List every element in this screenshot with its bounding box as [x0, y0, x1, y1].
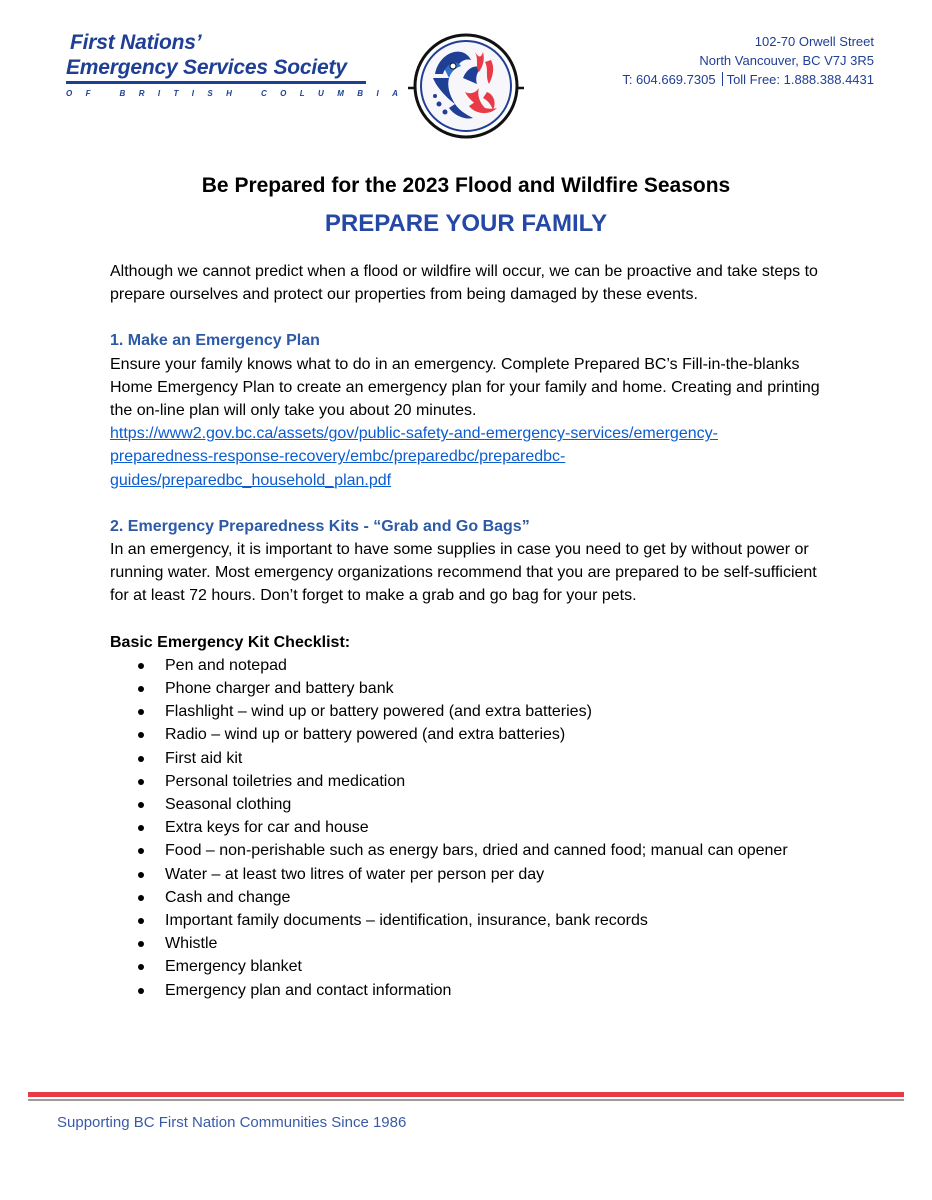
contact-address [622, 32, 874, 89]
address-city: North Vancouver, BC V7J 3R5 [699, 53, 874, 68]
plan-link-line1[interactable]: https://www2.gov.bc.ca/assets/gov/public-safety-and-emergency-services/emergency- [110, 425, 718, 443]
household-plan-link[interactable] [110, 422, 825, 492]
fness-logo-icon [405, 22, 527, 144]
bullet-icon [138, 964, 144, 970]
address-street: 102-70 Orwell Street [754, 34, 874, 49]
bullet-icon [138, 779, 144, 785]
intro-paragraph: Although we cannot predict when a flood or wildfire will occur, we can be proactive and take steps to prepare ourselves and protect our properties from being damaged by these events. [110, 263, 818, 304]
org-name-line2: Emergency Services Society [66, 56, 347, 79]
checklist-item: Flashlight – wind up or battery powered (and extra batteries) [110, 700, 825, 723]
checklist-item: Food – non-perishable such as energy bars, dried and canned food; manual can opener [110, 839, 825, 862]
document-body [110, 260, 825, 1002]
spacer [110, 306, 825, 329]
section1-heading: 1. Make an Emergency Plan [110, 332, 320, 350]
bullet-icon [138, 802, 144, 808]
section1-body: Ensure your family knows what to do in an emergency. Complete Prepared BC’s Fill-in-the-blanks Home Emergency Plan to create an emergency plan for your family and home. Creating and printing the on-line plan will only take you about 20 minutes. [110, 355, 820, 420]
checklist-item: Whistle [110, 932, 825, 955]
bullet-icon [138, 663, 144, 669]
kit-checklist [110, 654, 825, 1002]
checklist-item: Emergency blanket [110, 955, 825, 978]
checklist-item: Important family documents – identification, insurance, bank records [110, 909, 825, 932]
phone-number: T: 604.669.7305 [622, 72, 716, 87]
bullet-icon [138, 848, 144, 854]
checklist-item: Radio – wind up or battery powered (and extra batteries) [110, 723, 825, 746]
checklist-item: Phone charger and battery bank [110, 677, 825, 700]
checklist-item: Personal toiletries and medication [110, 770, 825, 793]
checklist-item: Water – at least two litres of water per person per day [110, 863, 825, 886]
org-subtitle: OF BRITISH COLUMBIA [66, 89, 412, 98]
footer-divider-red [28, 1092, 904, 1097]
section2-heading: 2. Emergency Preparedness Kits - “Grab and Go Bags” [110, 517, 530, 535]
plan-link-line3[interactable]: guides/preparedbc_household_plan.pdf [110, 471, 392, 489]
phone-separator [722, 72, 723, 86]
spacer [110, 608, 825, 631]
checklist-title: Basic Emergency Kit Checklist: [110, 633, 351, 651]
bullet-icon [138, 941, 144, 947]
section2-body: In an emergency, it is important to have some supplies in case you need to get by without power or running water. Most emergency organizations recommend that you are prepared to be self-sufficient for at least 72 hours. Don’t forget to make a grab and go bag for your pets. [110, 541, 817, 605]
bullet-icon [138, 825, 144, 831]
contact-phones [622, 70, 874, 89]
checklist-item: First aid kit [110, 747, 825, 770]
toll-free-number: Toll Free: 1.888.388.4431 [726, 72, 874, 87]
footer-divider-gray [28, 1099, 904, 1101]
bullet-icon [138, 732, 144, 738]
document-subtitle: PREPARE YOUR FAMILY [324, 210, 608, 237]
checklist-item: Extra keys for car and house [110, 816, 825, 839]
bullet-icon [138, 686, 144, 692]
document-title: Be Prepared for the 2023 Flood and Wildfire Seasons [201, 174, 731, 197]
checklist-item: Cash and change [110, 886, 825, 909]
plan-link-line2[interactable]: preparedness-response-recovery/embc/preparedbc/preparedbc- [110, 448, 566, 466]
bullet-icon [138, 756, 144, 762]
bullet-icon [138, 872, 144, 878]
bullet-icon [138, 988, 144, 994]
checklist-item: Seasonal clothing [110, 793, 825, 816]
checklist-item: Pen and notepad [110, 654, 825, 677]
checklist-item: Emergency plan and contact information [110, 979, 825, 1002]
bullet-icon [138, 895, 144, 901]
bullet-icon [138, 918, 144, 924]
org-name-rule [66, 81, 366, 84]
bullet-icon [138, 709, 144, 715]
org-name-line1: First Nations’ [70, 31, 202, 54]
footer-tagline: Supporting BC First Nation Communities Since 1986 [57, 1114, 407, 1131]
spacer [110, 492, 825, 515]
organization-wordmark [66, 30, 412, 98]
